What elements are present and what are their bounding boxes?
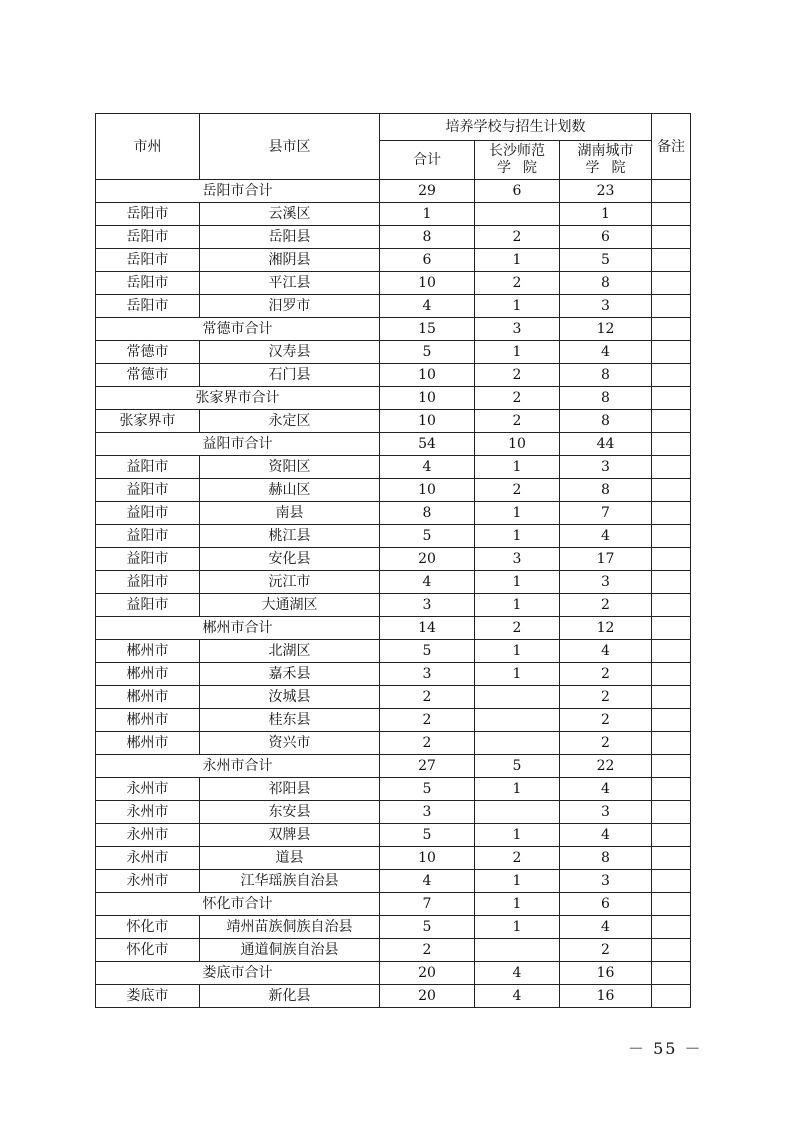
hncu-cell: 22: [560, 755, 652, 778]
city-cell: 永州市: [96, 801, 200, 824]
csnu-cell: 1: [475, 525, 560, 548]
csnu-cell: 2: [475, 272, 560, 295]
city-cell: 郴州市: [96, 686, 200, 709]
header-csnu-line1: 长沙师范: [489, 143, 545, 159]
csnu-cell: 1: [475, 778, 560, 801]
city-cell: 岳阳市: [96, 203, 200, 226]
total-cell: 20: [380, 548, 475, 571]
total-cell: 10: [380, 410, 475, 433]
city-cell: 永州市: [96, 870, 200, 893]
city-cell: 郴州市: [96, 640, 200, 663]
csnu-cell: 2: [475, 364, 560, 387]
total-cell: 5: [380, 640, 475, 663]
county-cell: 道县: [200, 847, 380, 870]
hncu-cell: 4: [560, 525, 652, 548]
city-cell: 常德市: [96, 341, 200, 364]
city-cell: 永州市: [96, 847, 200, 870]
table-row: [96, 686, 691, 709]
remarks-cell: [652, 663, 691, 686]
city-cell: 益阳市: [96, 594, 200, 617]
csnu-cell: 1: [475, 640, 560, 663]
hncu-cell: 16: [560, 985, 652, 1008]
csnu-cell: 3: [475, 548, 560, 571]
hncu-cell: 23: [560, 180, 652, 203]
county-cell: 汉寿县: [200, 341, 380, 364]
csnu-cell: 4: [475, 985, 560, 1008]
subtotal-label: 怀化市合计: [96, 893, 380, 916]
remarks-cell: [652, 778, 691, 801]
hncu-cell: 4: [560, 824, 652, 847]
table-row: [96, 640, 691, 663]
county-cell: 云溪区: [200, 203, 380, 226]
subtotal-label: 娄底市合计: [96, 962, 380, 985]
hncu-cell: 3: [560, 571, 652, 594]
city-cell: 郴州市: [96, 663, 200, 686]
hncu-cell: 12: [560, 318, 652, 341]
csnu-cell: 6: [475, 180, 560, 203]
remarks-cell: [652, 893, 691, 916]
table-row: [96, 824, 691, 847]
total-cell: 5: [380, 824, 475, 847]
csnu-cell: 2: [475, 847, 560, 870]
subtotal-label: 郴州市合计: [96, 617, 380, 640]
total-cell: 2: [380, 939, 475, 962]
table-row: [96, 203, 691, 226]
total-cell: 10: [380, 387, 475, 410]
hncu-cell: 1: [560, 203, 652, 226]
city-cell: 常德市: [96, 364, 200, 387]
header-city: 市州: [96, 114, 200, 180]
remarks-cell: [652, 939, 691, 962]
remarks-cell: [652, 318, 691, 341]
csnu-cell: 4: [475, 962, 560, 985]
remarks-cell: [652, 387, 691, 410]
hncu-cell: 2: [560, 663, 652, 686]
table-row: [96, 916, 691, 939]
remarks-cell: [652, 801, 691, 824]
total-cell: 4: [380, 456, 475, 479]
hncu-cell: 12: [560, 617, 652, 640]
remarks-cell: [652, 755, 691, 778]
remarks-cell: [652, 180, 691, 203]
county-cell: 双牌县: [200, 824, 380, 847]
remarks-cell: [652, 824, 691, 847]
csnu-cell: [475, 686, 560, 709]
total-cell: 14: [380, 617, 475, 640]
csnu-cell: 1: [475, 249, 560, 272]
csnu-cell: 10: [475, 433, 560, 456]
hncu-cell: 8: [560, 364, 652, 387]
total-cell: 15: [380, 318, 475, 341]
header-csnu-line2: 学院: [497, 160, 549, 176]
total-cell: 8: [380, 226, 475, 249]
csnu-cell: 1: [475, 893, 560, 916]
remarks-cell: [652, 686, 691, 709]
remarks-cell: [652, 226, 691, 249]
city-cell: 岳阳市: [96, 272, 200, 295]
enrollment-plan-table: [95, 113, 691, 1008]
total-cell: 5: [380, 916, 475, 939]
remarks-cell: [652, 548, 691, 571]
csnu-cell: 1: [475, 663, 560, 686]
county-cell: 汨罗市: [200, 295, 380, 318]
table-row: [96, 985, 691, 1008]
csnu-cell: 1: [475, 571, 560, 594]
remarks-cell: [652, 640, 691, 663]
city-cell: 永州市: [96, 778, 200, 801]
county-cell: 汝城县: [200, 686, 380, 709]
hncu-cell: 3: [560, 870, 652, 893]
total-cell: 4: [380, 870, 475, 893]
remarks-cell: [652, 410, 691, 433]
total-cell: 7: [380, 893, 475, 916]
county-cell: 桃江县: [200, 525, 380, 548]
table-row: [96, 709, 691, 732]
city-cell: 怀化市: [96, 916, 200, 939]
county-cell: 平江县: [200, 272, 380, 295]
city-cell: 岳阳市: [96, 226, 200, 249]
county-cell: 沅江市: [200, 571, 380, 594]
remarks-cell: [652, 962, 691, 985]
county-cell: 嘉禾县: [200, 663, 380, 686]
hncu-cell: 4: [560, 916, 652, 939]
header-hncu-line1: 湖南城市: [577, 143, 634, 159]
remarks-cell: [652, 847, 691, 870]
csnu-cell: 1: [475, 916, 560, 939]
hncu-cell: 8: [560, 387, 652, 410]
subtotal-row: [96, 962, 691, 985]
total-cell: 20: [380, 985, 475, 1008]
total-cell: 6: [380, 249, 475, 272]
table-row: [96, 272, 691, 295]
remarks-cell: [652, 295, 691, 318]
county-cell: 资阳区: [200, 456, 380, 479]
table-row: [96, 226, 691, 249]
city-cell: 张家界市: [96, 410, 200, 433]
hncu-cell: 17: [560, 548, 652, 571]
table-row: [96, 249, 691, 272]
remarks-cell: [652, 617, 691, 640]
total-cell: 2: [380, 686, 475, 709]
csnu-cell: [475, 939, 560, 962]
subtotal-row: [96, 893, 691, 916]
city-cell: 益阳市: [96, 456, 200, 479]
hncu-cell: 2: [560, 732, 652, 755]
remarks-cell: [652, 479, 691, 502]
table-row: [96, 364, 691, 387]
city-cell: 益阳市: [96, 548, 200, 571]
hncu-cell: 8: [560, 479, 652, 502]
remarks-cell: [652, 249, 691, 272]
total-cell: 4: [380, 295, 475, 318]
remarks-cell: [652, 433, 691, 456]
hncu-cell: 8: [560, 272, 652, 295]
county-cell: 通道侗族自治县: [200, 939, 380, 962]
city-cell: 岳阳市: [96, 295, 200, 318]
remarks-cell: [652, 272, 691, 295]
total-cell: 29: [380, 180, 475, 203]
table-row: [96, 594, 691, 617]
county-cell: 祁阳县: [200, 778, 380, 801]
csnu-cell: [475, 801, 560, 824]
table-row: [96, 341, 691, 364]
city-cell: 益阳市: [96, 502, 200, 525]
remarks-cell: [652, 732, 691, 755]
total-cell: 10: [380, 479, 475, 502]
table-row: [96, 525, 691, 548]
total-cell: 3: [380, 801, 475, 824]
hncu-cell: 2: [560, 939, 652, 962]
hncu-cell: 3: [560, 295, 652, 318]
county-cell: 南县: [200, 502, 380, 525]
hncu-cell: 6: [560, 893, 652, 916]
table-row: [96, 456, 691, 479]
table-row: [96, 870, 691, 893]
csnu-cell: 1: [475, 870, 560, 893]
header-county: 县市区: [200, 114, 380, 180]
remarks-cell: [652, 870, 691, 893]
city-cell: 娄底市: [96, 985, 200, 1008]
csnu-cell: 5: [475, 755, 560, 778]
remarks-cell: [652, 203, 691, 226]
county-cell: 安化县: [200, 548, 380, 571]
total-cell: 27: [380, 755, 475, 778]
total-cell: 54: [380, 433, 475, 456]
csnu-cell: 1: [475, 341, 560, 364]
remarks-cell: [652, 341, 691, 364]
county-cell: 北湖区: [200, 640, 380, 663]
csnu-cell: 1: [475, 824, 560, 847]
header-changsha-normal-university: [475, 141, 560, 180]
total-cell: 5: [380, 778, 475, 801]
csnu-cell: 1: [475, 295, 560, 318]
subtotal-row: [96, 180, 691, 203]
total-cell: 1: [380, 203, 475, 226]
remarks-cell: [652, 594, 691, 617]
total-cell: 3: [380, 663, 475, 686]
csnu-cell: 1: [475, 502, 560, 525]
county-cell: 湘阴县: [200, 249, 380, 272]
subtotal-row: [96, 387, 691, 410]
total-cell: 5: [380, 341, 475, 364]
subtotal-row: [96, 755, 691, 778]
remarks-cell: [652, 364, 691, 387]
header-remarks: 备注: [652, 114, 691, 180]
total-cell: 2: [380, 732, 475, 755]
total-cell: 2: [380, 709, 475, 732]
city-cell: 永州市: [96, 824, 200, 847]
subtotal-label: 永州市合计: [96, 755, 380, 778]
total-cell: 20: [380, 962, 475, 985]
hncu-cell: 7: [560, 502, 652, 525]
subtotal-label: 岳阳市合计: [96, 180, 380, 203]
subtotal-label: 张家界市合计: [96, 387, 380, 410]
csnu-cell: 2: [475, 387, 560, 410]
subtotal-label: 益阳市合计: [96, 433, 380, 456]
header-hunan-city-university: [560, 141, 652, 180]
table-row: [96, 732, 691, 755]
table-row: [96, 847, 691, 870]
csnu-cell: 2: [475, 226, 560, 249]
hncu-cell: 2: [560, 709, 652, 732]
hncu-cell: 4: [560, 640, 652, 663]
remarks-cell: [652, 916, 691, 939]
hncu-cell: 16: [560, 962, 652, 985]
total-cell: 3: [380, 594, 475, 617]
hncu-cell: 3: [560, 801, 652, 824]
hncu-cell: 44: [560, 433, 652, 456]
total-cell: 10: [380, 364, 475, 387]
hncu-cell: 8: [560, 410, 652, 433]
city-cell: 怀化市: [96, 939, 200, 962]
hncu-cell: 4: [560, 778, 652, 801]
city-cell: 岳阳市: [96, 249, 200, 272]
csnu-cell: 2: [475, 617, 560, 640]
table-body: [96, 180, 691, 1008]
city-cell: 益阳市: [96, 571, 200, 594]
remarks-cell: [652, 502, 691, 525]
hncu-cell: 4: [560, 341, 652, 364]
county-cell: 桂东县: [200, 709, 380, 732]
table-row: [96, 778, 691, 801]
csnu-cell: 2: [475, 410, 560, 433]
remarks-cell: [652, 985, 691, 1008]
hncu-cell: 2: [560, 686, 652, 709]
table-row: [96, 479, 691, 502]
total-cell: 8: [380, 502, 475, 525]
hncu-cell: 5: [560, 249, 652, 272]
hncu-cell: 8: [560, 847, 652, 870]
page-number: － 55 －: [628, 1039, 703, 1058]
hncu-cell: 2: [560, 594, 652, 617]
table-row: [96, 663, 691, 686]
total-cell: 4: [380, 571, 475, 594]
county-cell: 靖州苗族侗族自治县: [200, 916, 380, 939]
county-cell: 永定区: [200, 410, 380, 433]
remarks-cell: [652, 709, 691, 732]
subtotal-row: [96, 318, 691, 341]
table-row: [96, 939, 691, 962]
csnu-cell: [475, 709, 560, 732]
total-cell: 10: [380, 272, 475, 295]
header-hncu-line2: 学院: [585, 160, 638, 176]
county-cell: 赫山区: [200, 479, 380, 502]
city-cell: 郴州市: [96, 732, 200, 755]
subtotal-label: 常德市合计: [96, 318, 380, 341]
county-cell: 东安县: [200, 801, 380, 824]
county-cell: 江华瑶族自治县: [200, 870, 380, 893]
county-cell: 石门县: [200, 364, 380, 387]
total-cell: 10: [380, 847, 475, 870]
county-cell: 资兴市: [200, 732, 380, 755]
hncu-cell: 6: [560, 226, 652, 249]
table-row: [96, 502, 691, 525]
table-row: [96, 295, 691, 318]
city-cell: 益阳市: [96, 479, 200, 502]
city-cell: 益阳市: [96, 525, 200, 548]
total-cell: 5: [380, 525, 475, 548]
hncu-cell: 3: [560, 456, 652, 479]
csnu-cell: 1: [475, 594, 560, 617]
city-cell: 郴州市: [96, 709, 200, 732]
remarks-cell: [652, 525, 691, 548]
csnu-cell: [475, 732, 560, 755]
table-row: [96, 548, 691, 571]
csnu-cell: 1: [475, 456, 560, 479]
table-row: [96, 801, 691, 824]
remarks-cell: [652, 456, 691, 479]
county-cell: 岳阳县: [200, 226, 380, 249]
csnu-cell: 3: [475, 318, 560, 341]
table-row: [96, 410, 691, 433]
csnu-cell: [475, 203, 560, 226]
subtotal-row: [96, 433, 691, 456]
remarks-cell: [652, 571, 691, 594]
subtotal-row: [96, 617, 691, 640]
county-cell: 大通湖区: [200, 594, 380, 617]
csnu-cell: 2: [475, 479, 560, 502]
table-row: [96, 571, 691, 594]
county-cell: 新化县: [200, 985, 380, 1008]
header-school-group: 培养学校与招生计划数: [380, 114, 652, 141]
header-total: 合计: [380, 141, 475, 180]
